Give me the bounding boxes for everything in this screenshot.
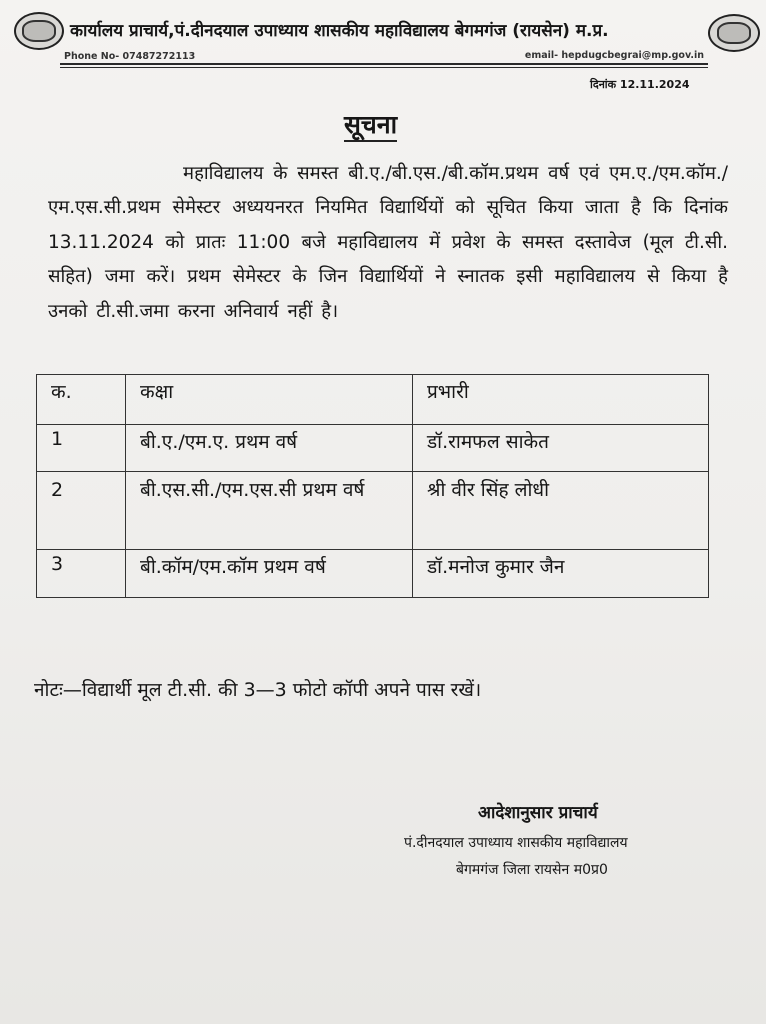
signature-location: बेगमगंज जिला रायसेन म0प्र0 xyxy=(456,862,608,878)
row-incharge: डॉ.मनोज कुमार जैन xyxy=(413,550,709,598)
row-incharge: श्री वीर सिंह लोधी xyxy=(413,472,709,550)
row-class: बी.एस.सी./एम.एस.सी प्रथम वर्ष xyxy=(126,472,413,550)
header-divider-thin xyxy=(60,67,708,68)
table-row xyxy=(37,472,709,550)
notice-heading: सूचना xyxy=(344,110,397,142)
row-serial: 2 xyxy=(37,472,126,550)
column-header-incharge: प्रभारी xyxy=(413,375,709,425)
table-row xyxy=(37,425,709,472)
row-class: बी.ए./एम.ए. प्रथम वर्ष xyxy=(126,425,413,472)
class-incharge-table xyxy=(36,374,709,598)
row-serial: 3 xyxy=(37,550,126,598)
column-header-serial: क. xyxy=(37,375,126,425)
signature-college-name: पं.दीनदयाल उपाध्याय शासकीय महाविद्यालय xyxy=(404,835,628,851)
notice-body: महाविद्यालय के समस्त बी.ए./बी.एस./बी.कॉम.प्रथम वर्ष एवं एम.ए./एम.कॉम./एम.एस.सी.प्रथम सेमेस्टर अध्ययनरत नियमित विद्यार्थियों को सूचित किया जाता है कि दिनांक 13.11.2024 को प्रातः 11:00 बजे महाविद्यालय में प्रवेश के समस्त दस्तावेज (मूल टी.सी. सहित) जमा करें। प्रथम सेमेस्टर के जिन विद्यार्थियों ने स्नातक इसी महाविद्यालय से किया है उनको टी.सी.जमा करना अनिवार्य नहीं है। xyxy=(48,163,728,322)
emblem-right-icon xyxy=(708,14,760,52)
column-header-class: कक्षा xyxy=(126,375,413,425)
row-serial: 1 xyxy=(37,425,126,472)
row-incharge: डॉ.रामफल साकेत xyxy=(413,425,709,472)
header-divider xyxy=(60,63,708,65)
phone-number: Phone No- 07487272113 xyxy=(64,51,196,62)
table-header-row xyxy=(37,375,709,425)
college-emblem-left-icon xyxy=(14,12,64,50)
office-header-title: कार्यालय प्राचार्य,पं.दीनदयाल उपाध्याय शासकीय महाविद्यालय बेगमगंज (रायसेन) म.प्र. xyxy=(70,21,609,41)
row-class: बी.कॉम/एम.कॉम प्रथम वर्ष xyxy=(126,550,413,598)
signature-designation: आदेशानुसार प्राचार्य xyxy=(478,803,598,823)
note-text: नोटः—विद्यार्थी मूल टी.सी. की 3—3 फोटो कॉपी अपने पास रखें। xyxy=(34,679,482,701)
email-address: email- hepdugcbegrai@mp.gov.in xyxy=(524,50,704,61)
notice-date: दिनांक 12.11.2024 xyxy=(590,78,690,91)
table-row xyxy=(37,550,709,598)
